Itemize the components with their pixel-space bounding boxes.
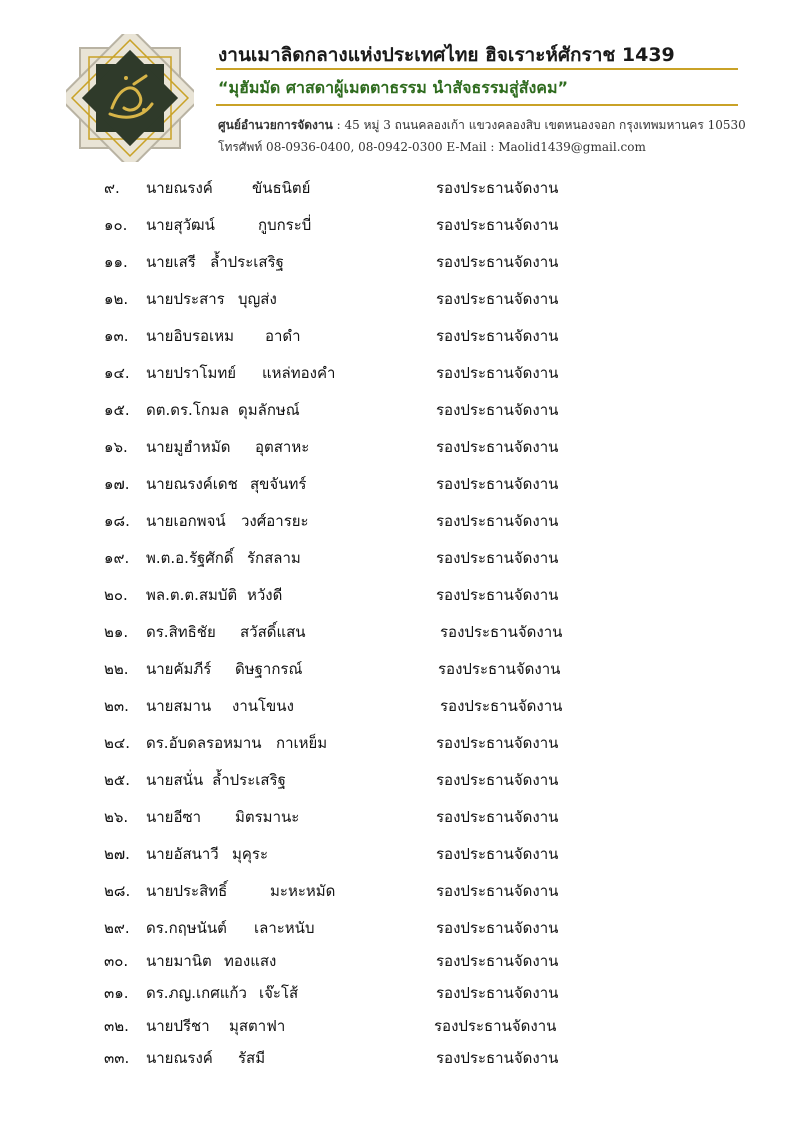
item-number: ๒๐. <box>104 586 128 604</box>
list-item <box>0 805 800 842</box>
gold-divider-top <box>216 68 738 70</box>
item-number: ๒๓. <box>104 697 129 715</box>
member-first-name: ดต.ดร.โกมล <box>146 401 230 419</box>
item-number: ๓๒. <box>104 1016 129 1035</box>
member-last-name: ขันธนิตย์ <box>252 179 311 197</box>
list-item <box>0 657 800 694</box>
list-item <box>0 509 800 546</box>
member-last-name: ทองแสง <box>224 951 277 970</box>
member-last-name: ดุมลักษณ์ <box>238 401 300 419</box>
list-item <box>0 546 800 583</box>
member-last-name: วงศ์อารยะ <box>241 512 309 530</box>
member-role: รองประธานจัดงาน <box>436 771 559 789</box>
member-role: รองประธานจัดงาน <box>436 327 559 345</box>
member-first-name: นายสมาน <box>146 697 212 715</box>
member-first-name: นายสนั่น <box>146 771 204 789</box>
item-number: ๑๕. <box>104 401 130 419</box>
member-role: รองประธานจัดงาน <box>436 549 559 567</box>
item-number: ๑๘. <box>104 512 130 530</box>
item-number: ๒๖. <box>104 808 129 826</box>
member-first-name: นายมานิต <box>146 951 212 970</box>
gold-divider-bottom <box>216 104 738 106</box>
member-role: รองประธานจัดงาน <box>436 364 559 382</box>
member-role: รองประธานจัดงาน <box>436 984 559 1002</box>
list-item <box>0 842 800 879</box>
list-item <box>0 398 800 435</box>
list-item <box>0 176 800 213</box>
address-label: ศูนย์อำนวยการจัดงาน <box>218 118 333 132</box>
item-number: ๒๘. <box>104 882 131 900</box>
list-item <box>0 694 800 731</box>
member-last-name: มะหะหมัด <box>270 882 336 900</box>
member-last-name: อุตสาหะ <box>255 438 310 456</box>
member-first-name: นายเอกพจน์ <box>146 512 226 530</box>
member-last-name: เลาะหนับ <box>254 919 315 937</box>
member-role: รองประธานจัดงาน <box>438 660 561 678</box>
list-item <box>0 213 800 250</box>
list-item <box>0 620 800 657</box>
member-role: รองประธานจัดงาน <box>436 734 559 752</box>
contact-line: โทรศัพท์ 08-0936-0400, 08-0942-0300 E-Mail : Maolid1439@gmail.com <box>218 140 646 154</box>
list-item <box>0 472 800 509</box>
item-number: ๑๗. <box>104 475 130 493</box>
member-last-name: สุขจันทร์ <box>250 475 307 493</box>
list-item <box>0 1046 800 1079</box>
item-number: ๙. <box>104 179 120 197</box>
list-item <box>0 324 800 361</box>
list-item <box>0 250 800 287</box>
member-first-name: นายปราโมทย์ <box>146 364 237 382</box>
list-item <box>0 435 800 472</box>
member-first-name: นายอัสนาวี <box>146 845 219 863</box>
member-role: รองประธานจัดงาน <box>436 919 559 937</box>
member-role: รองประธานจัดงาน <box>434 1016 557 1035</box>
list-item <box>0 731 800 768</box>
committee-list <box>0 176 800 1079</box>
member-first-name: ดร.กฤษนันต์ <box>146 919 227 937</box>
member-first-name: นายเสรี <box>146 253 196 271</box>
member-role: รองประธานจัดงาน <box>440 623 563 641</box>
member-role: รองประธานจัดงาน <box>436 253 559 271</box>
address-line <box>218 116 746 135</box>
item-number: ๒๙. <box>104 919 130 937</box>
item-number: ๒๑. <box>104 623 129 641</box>
event-title: งานเมาลิดกลางแห่งประเทศไทย ฮิจเราะห์ศักราช 1439 <box>218 44 675 66</box>
member-role: รองประธานจัดงาน <box>440 697 563 715</box>
member-last-name: ล้ำประเสริฐ <box>210 253 284 271</box>
member-role: รองประธานจัดงาน <box>436 512 559 530</box>
member-first-name: นายอีซา <box>146 808 202 826</box>
address-text: : 45 หมู่ 3 ถนนคลองเก้า แขวงคลองสิบ เขตหนองจอก กรุงเทพมหานคร 10530 <box>332 118 746 132</box>
member-first-name: นายคัมภีร์ <box>146 660 212 678</box>
item-number: ๓๓. <box>104 1049 130 1067</box>
member-role: รองประธานจัดงาน <box>436 951 559 970</box>
member-last-name: งานโขนง <box>232 697 294 715</box>
member-first-name: นายณรงค์ <box>146 1049 213 1067</box>
member-role: รองประธานจัดงาน <box>436 475 559 493</box>
member-role: รองประธานจัดงาน <box>436 808 559 826</box>
item-number: ๑๐. <box>104 216 128 234</box>
member-first-name: นายมูฮำหมัด <box>146 438 231 456</box>
member-role: รองประธานจัดงาน <box>436 179 559 197</box>
member-last-name: รัสมี <box>238 1049 266 1067</box>
list-item <box>0 768 800 805</box>
member-first-name: นายณรงค์เดช <box>146 475 238 493</box>
member-last-name: สวัสดิ์แสน <box>240 623 306 641</box>
member-role: รองประธานจัดงาน <box>436 1049 559 1067</box>
member-role: รองประธานจัดงาน <box>436 290 559 308</box>
star-calligraphy-emblem-icon <box>66 34 194 162</box>
member-role: รองประธานจัดงาน <box>436 401 559 419</box>
member-first-name: นายณรงค์ <box>146 179 213 197</box>
item-number: ๑๔. <box>104 364 130 382</box>
item-number: ๑๒. <box>104 290 129 308</box>
item-number: ๑๖. <box>104 438 128 456</box>
member-role: รองประธานจัดงาน <box>436 586 559 604</box>
member-last-name: บุญส่ง <box>238 290 277 308</box>
member-first-name: พล.ต.ต.สมบัติ <box>146 586 238 604</box>
member-role: รองประธานจัดงาน <box>436 438 559 456</box>
member-first-name: นายประสาร <box>146 290 225 308</box>
event-slogan: “มุฮัมมัด ศาสดาผู้เมตตาธรรม นำสัจธรรมสู่สังคม” <box>218 78 569 97</box>
item-number: ๑๑. <box>104 253 128 271</box>
member-role: รองประธานจัดงาน <box>436 845 559 863</box>
member-first-name: ดร.ภญ.เกศแก้ว <box>146 984 247 1002</box>
member-last-name: รักสลาม <box>247 549 301 567</box>
member-last-name: มุสตาฟา <box>229 1016 286 1035</box>
member-last-name: กาเหย็ม <box>276 734 328 752</box>
member-first-name: นายอิบรอเหม <box>146 327 234 345</box>
member-last-name: อาดำ <box>265 327 301 345</box>
member-role: รองประธานจัดงาน <box>436 216 559 234</box>
list-item <box>0 879 800 916</box>
list-item <box>0 916 800 949</box>
list-item <box>0 583 800 620</box>
item-number: ๒๗. <box>104 845 130 863</box>
list-item <box>0 361 800 398</box>
member-first-name: พ.ต.อ.รัฐศักดิ์ <box>146 549 234 567</box>
item-number: ๑๙. <box>104 549 130 567</box>
list-item <box>0 287 800 324</box>
item-number: ๒๕. <box>104 771 131 789</box>
member-first-name: นายปรีชา <box>146 1016 210 1035</box>
member-last-name: มุคุระ <box>232 845 269 863</box>
member-last-name: กูบกระบี่ <box>258 216 312 234</box>
list-item <box>0 1014 800 1047</box>
list-item <box>0 949 800 982</box>
member-first-name: ดร.อับดลรอหมาน <box>146 734 262 752</box>
member-role: รองประธานจัดงาน <box>436 882 559 900</box>
member-first-name: นายประสิทธิ์ <box>146 882 228 900</box>
item-number: ๓๐. <box>104 951 129 970</box>
member-last-name: มิตรมานะ <box>235 808 300 826</box>
member-last-name: เจ๊ะโส้ <box>259 984 299 1002</box>
item-number: ๒๔. <box>104 734 131 752</box>
member-last-name: แหล่ทองคำ <box>262 364 336 382</box>
item-number: ๓๑. <box>104 984 129 1002</box>
list-item <box>0 981 800 1014</box>
member-first-name: ดร.สิทธิชัย <box>146 623 216 641</box>
item-number: ๒๒. <box>104 660 129 678</box>
member-last-name: หวังดี <box>247 586 283 604</box>
member-first-name: นายสุวัฒน์ <box>146 216 215 234</box>
member-last-name: ล้ำประเสริฐ <box>212 771 286 789</box>
member-last-name: ดิษฐากรณ์ <box>235 660 303 678</box>
item-number: ๑๓. <box>104 327 129 345</box>
